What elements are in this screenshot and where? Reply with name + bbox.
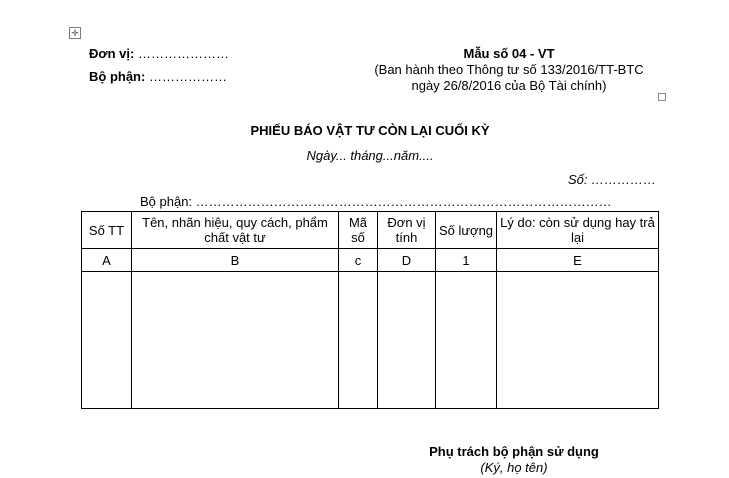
header-cell-name: Tên, nhãn hiệu, quy cách, phẩm chất vật tư [132,212,339,249]
code-cell: A [82,249,132,272]
unit-label: Đơn vị: [89,46,135,61]
code-cell: 1 [436,249,497,272]
number-line: Số: …………… [568,172,657,187]
department-line: Bộ phận: …………………………………………………………………………………… [140,194,612,209]
header-cell-qty: Số lượng [436,212,497,249]
code-cell: D [378,249,436,272]
empty-cell[interactable] [339,272,378,409]
unit-dots: ………………… [137,46,229,61]
header-cell-stt: Số TT [82,212,132,249]
dept-label: Bộ phận: [89,69,146,84]
empty-cell[interactable] [497,272,659,409]
issued-line-2: ngày 26/8/2016 của Bộ Tài chính) [411,78,607,93]
empty-cell[interactable] [132,272,339,409]
code-cell: E [497,249,659,272]
issued-line-1: (Ban hành theo Thông tư số 133/2016/TT-BTC [374,62,644,77]
materials-table [81,211,659,409]
header-row [82,212,659,249]
page-title: PHIẾU BÁO VẬT TƯ CÒN LẠI CUỐI KỲ [250,123,490,138]
code-row [82,249,659,272]
header-cell-unit: Đơn vị tính [378,212,436,249]
empty-cell[interactable] [378,272,436,409]
unit-field [89,46,229,61]
header-cell-reason: Lý do: còn sử dụng hay trả lại [497,212,659,249]
date-line: Ngày... tháng...năm.... [306,148,434,163]
dept-dots: ……………… [148,69,227,84]
signature-role: Phụ trách bộ phận sử dụng [429,444,599,459]
table-move-handle-icon[interactable]: ✛ [69,27,81,39]
signature-note: (Ký, họ tên) [480,460,548,475]
empty-cell[interactable] [82,272,132,409]
resize-handle-icon[interactable] [658,93,666,101]
header-cell-code: Mã số [339,212,378,249]
dept-field [89,69,227,84]
form-number: Mẫu số 04 - VT [463,46,555,61]
empty-cell[interactable] [436,272,497,409]
code-cell: c [339,249,378,272]
table-row [82,272,659,409]
code-cell: B [132,249,339,272]
